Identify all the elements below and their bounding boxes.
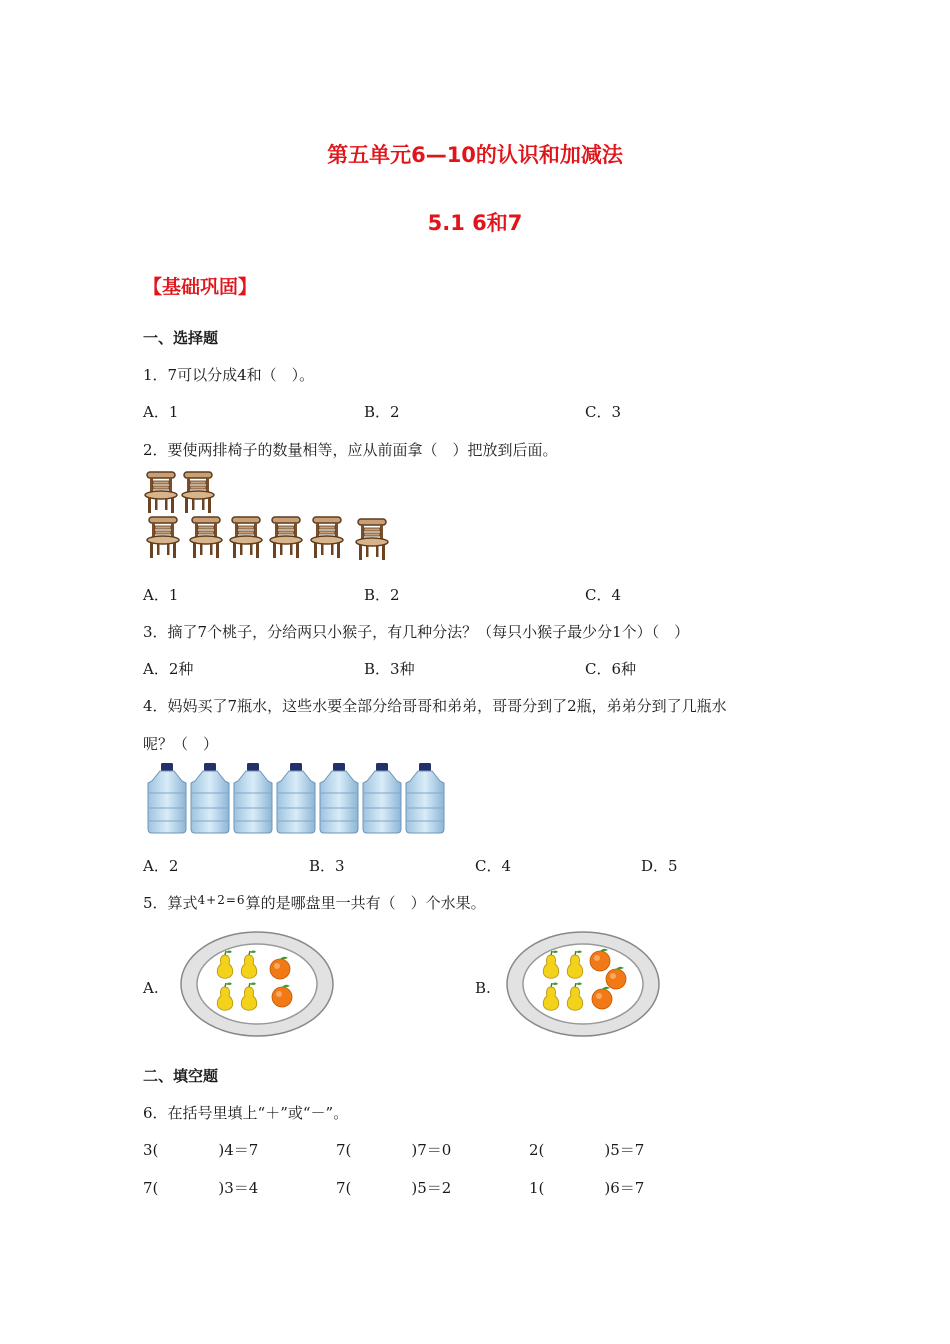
water-bottles-image [145, 763, 455, 835]
q2-option-b: B．2 [364, 586, 400, 604]
question-5-formula: 4+2=6 [197, 893, 246, 907]
question-6: 6．在括号里填上“＋”或“－”。 [143, 1104, 349, 1122]
question-2: 2．要使两排椅子的数量相等，应从前面拿（ ）把放到后面。 [143, 441, 558, 459]
q2-option-a: A．1 [143, 586, 179, 604]
question-4-line-2: 呢？（ ） [143, 735, 219, 753]
q6-row1-item1: 3( )4＝7 [143, 1141, 259, 1159]
q4-option-c: C．4 [475, 857, 512, 875]
question-3: 3．摘了7个桃子，分给两只小猴子，有几种分法？（每只小猴子最少分1个）（ ） [143, 623, 690, 641]
q4-option-a: A．2 [143, 857, 179, 875]
q4-option-d: D．5 [641, 857, 678, 875]
q1-option-b: B．2 [364, 403, 400, 421]
q6-row2-item2: 7( )5＝2 [336, 1179, 452, 1197]
question-1: 1．7可以分成4和（ ）。 [143, 366, 315, 384]
question-5-prefix: 5．算式 [143, 894, 198, 912]
q5-option-b: B. [475, 979, 491, 997]
q2-option-c: C．4 [585, 586, 622, 604]
q5-option-a: A. [143, 979, 159, 997]
question-5 [143, 892, 486, 913]
q3-option-a: A．2种 [143, 660, 194, 678]
q4-option-b: B．3 [309, 857, 345, 875]
q6-row1-item2: 7( )7＝0 [336, 1141, 452, 1159]
question-4-line-1: 4．妈妈买了7瓶水，这些水要全部分给哥哥和弟弟，哥哥分到了2瓶，弟弟分到了几瓶水 [143, 697, 727, 715]
q1-option-c: C．3 [585, 403, 622, 421]
unit-title: 第五单元6—10的认识和加减法 [327, 143, 623, 167]
plate-b-image [504, 929, 662, 1039]
q3-option-b: B．3种 [364, 660, 415, 678]
plate-a-image [178, 929, 336, 1039]
q6-row2-item1: 7( )3＝4 [143, 1179, 259, 1197]
lesson-title: 5.1 6和7 [427, 211, 523, 235]
part1-heading: 一、选择题 [143, 329, 219, 347]
q3-option-c: C．6种 [585, 660, 637, 678]
q6-row1-item3: 2( )5＝7 [529, 1141, 645, 1159]
question-5-suffix: 算的是哪盘里一共有（ ）个水果。 [245, 894, 486, 912]
q6-row2-item3: 1( )6＝7 [529, 1179, 645, 1197]
section-label: 【基础巩固】 [143, 276, 258, 298]
part2-heading: 二、填空题 [143, 1067, 219, 1085]
q1-option-a: A．1 [143, 403, 179, 421]
chairs-image [140, 468, 400, 564]
